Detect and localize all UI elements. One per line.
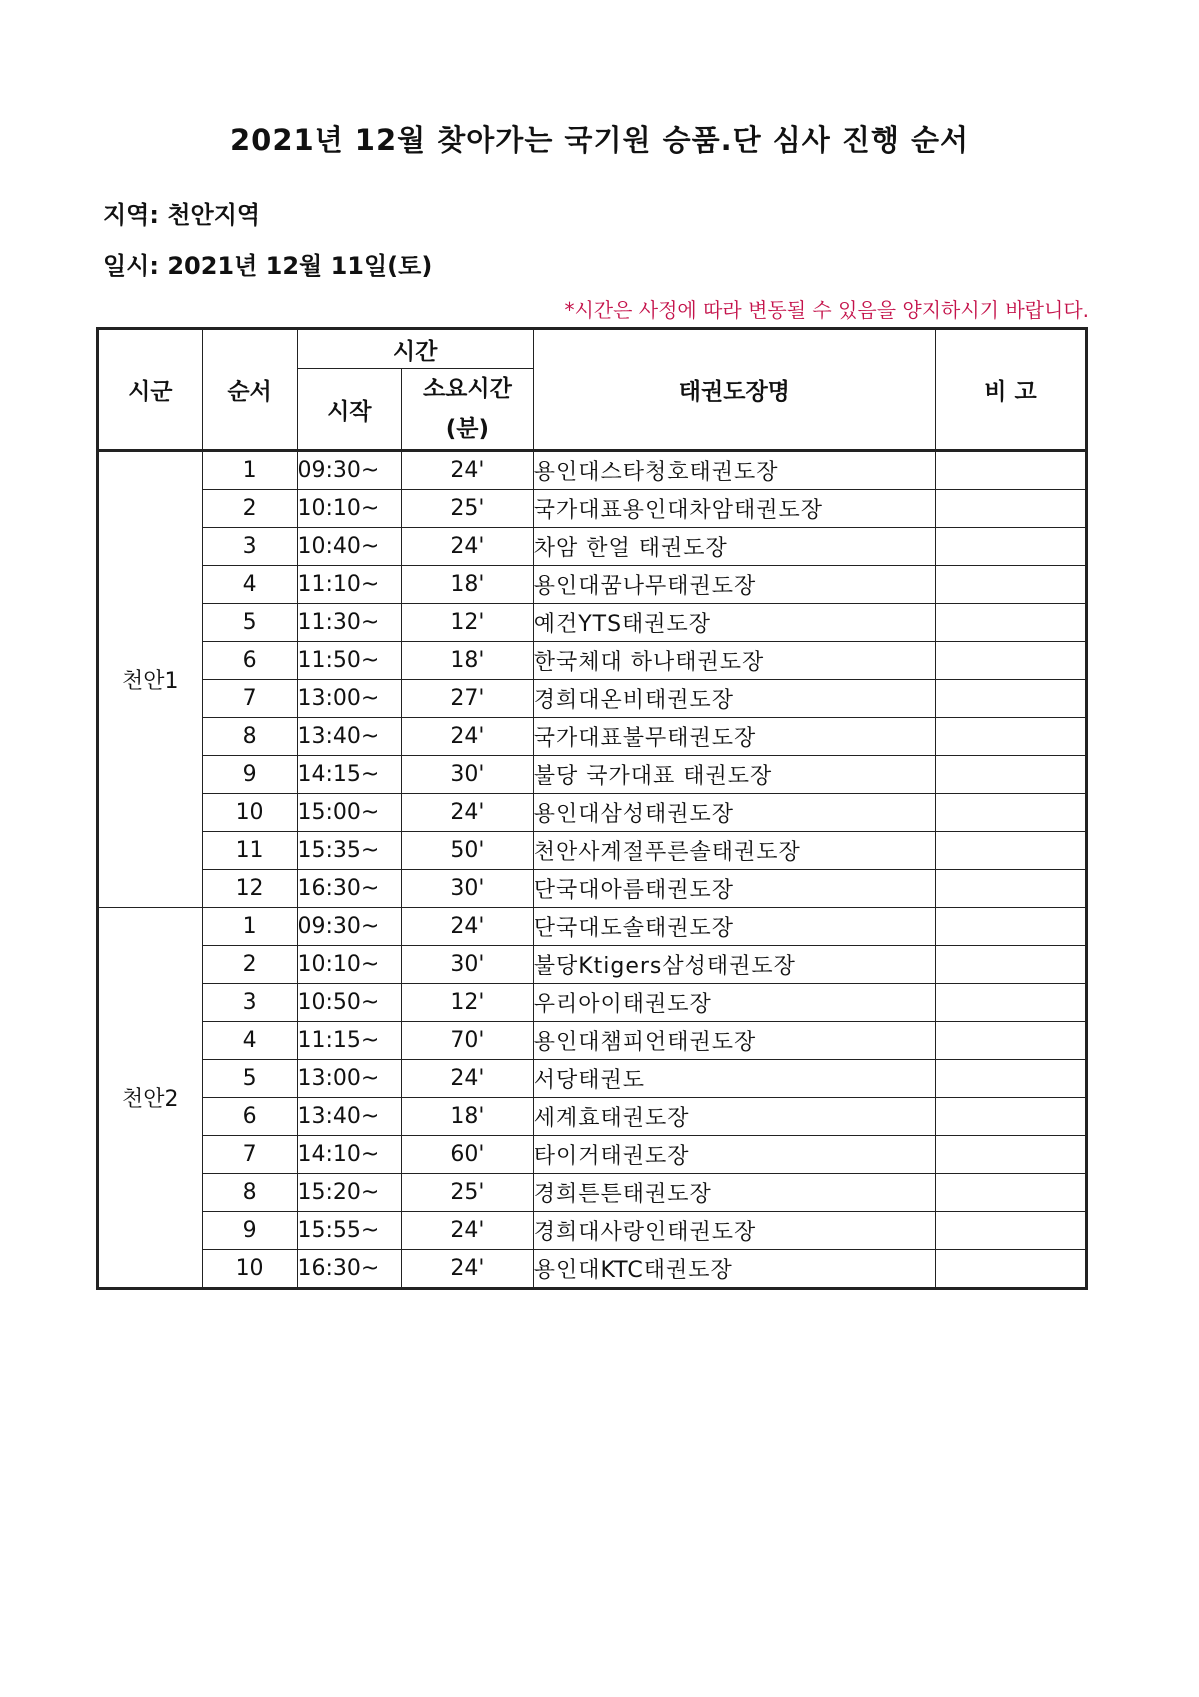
duration-cell: 24' (402, 794, 534, 832)
order-cell: 6 (202, 1098, 297, 1136)
header-duration-line1: 소요시간 (422, 376, 512, 402)
start-time-cell: 16:30~ (297, 870, 402, 908)
start-time-cell: 15:35~ (297, 832, 402, 870)
dojang-name-cell: 타이거태권도장 (533, 1136, 935, 1174)
duration-cell: 12' (402, 604, 534, 642)
duration-cell: 50' (402, 832, 534, 870)
table-row (98, 832, 1087, 870)
start-time-cell: 16:30~ (297, 1250, 402, 1289)
duration-cell: 30' (402, 870, 534, 908)
note-cell (935, 451, 1086, 490)
dojang-name-cell: 단국대아름태권도장 (533, 870, 935, 908)
start-time-cell: 13:40~ (297, 1098, 402, 1136)
dojang-name-cell: 용인대꿈나무태권도장 (533, 566, 935, 604)
note-cell (935, 1022, 1086, 1060)
note-cell (935, 1212, 1086, 1250)
header-group: 시군 (98, 329, 203, 451)
table-row (98, 604, 1087, 642)
header-note: 비 고 (935, 329, 1086, 451)
dojang-name-cell: 불당Ktigers삼성태권도장 (533, 946, 935, 984)
document-title: 2021년 12월 찾아가는 국기원 승품.단 심사 진행 순서 (229, 123, 969, 157)
duration-cell: 24' (402, 1212, 534, 1250)
note-cell (935, 528, 1086, 566)
start-time-cell: 13:40~ (297, 718, 402, 756)
note-cell (935, 946, 1086, 984)
dojang-name-cell: 차암 한얼 태권도장 (533, 528, 935, 566)
order-cell: 7 (202, 1136, 297, 1174)
duration-cell: 24' (402, 1250, 534, 1289)
order-cell: 3 (202, 984, 297, 1022)
dojang-name-cell: 국가대표불무태권도장 (533, 718, 935, 756)
duration-cell: 24' (402, 1060, 534, 1098)
date-line: 일시: 2021년 12월 11일(토) (103, 252, 433, 280)
order-cell: 2 (202, 490, 297, 528)
note-cell (935, 1136, 1086, 1174)
start-time-cell: 13:00~ (297, 680, 402, 718)
note-cell (935, 1174, 1086, 1212)
order-cell: 10 (202, 1250, 297, 1289)
start-time-cell: 13:00~ (297, 1060, 402, 1098)
start-time-cell: 11:15~ (297, 1022, 402, 1060)
order-cell: 1 (202, 908, 297, 946)
table-row (98, 1212, 1087, 1250)
order-cell: 9 (202, 1212, 297, 1250)
header-duration (402, 369, 534, 451)
table-row (98, 680, 1087, 718)
order-cell: 4 (202, 566, 297, 604)
order-cell: 1 (202, 451, 297, 490)
table-row (98, 1174, 1087, 1212)
dojang-name-cell: 국가대표용인대차암태권도장 (533, 490, 935, 528)
order-cell: 5 (202, 604, 297, 642)
start-time-cell: 10:50~ (297, 984, 402, 1022)
dojang-name-cell: 용인대챔피언태권도장 (533, 1022, 935, 1060)
note-cell (935, 680, 1086, 718)
duration-cell: 18' (402, 642, 534, 680)
note-cell (935, 604, 1086, 642)
dojang-name-cell: 용인대삼성태권도장 (533, 794, 935, 832)
table-row (98, 870, 1087, 908)
table-row (98, 718, 1087, 756)
table-row (98, 1098, 1087, 1136)
table-header (98, 329, 1087, 451)
duration-cell: 24' (402, 908, 534, 946)
start-time-cell: 09:30~ (297, 908, 402, 946)
start-time-cell: 09:30~ (297, 451, 402, 490)
notice-text: *시간은 사정에 따라 변동될 수 있음을 양지하시기 바랍니다. (564, 298, 1089, 322)
order-cell: 6 (202, 642, 297, 680)
order-cell: 4 (202, 1022, 297, 1060)
dojang-name-cell: 천안사계절푸른솔태권도장 (533, 832, 935, 870)
table-row (98, 528, 1087, 566)
duration-cell: 30' (402, 946, 534, 984)
start-time-cell: 11:10~ (297, 566, 402, 604)
dojang-name-cell: 경희대온비태권도장 (533, 680, 935, 718)
start-time-cell: 11:50~ (297, 642, 402, 680)
header-start: 시작 (297, 369, 402, 451)
note-cell (935, 718, 1086, 756)
table-row (98, 908, 1087, 946)
dojang-name-cell: 우리아이태권도장 (533, 984, 935, 1022)
dojang-name-cell: 세계효태권도장 (533, 1098, 935, 1136)
dojang-name-cell: 경희튼튼태권도장 (533, 1174, 935, 1212)
table-body (98, 451, 1087, 1289)
duration-cell: 12' (402, 984, 534, 1022)
table-row (98, 1060, 1087, 1098)
dojang-name-cell: 경희대사랑인태권도장 (533, 1212, 935, 1250)
table-row (98, 642, 1087, 680)
table-row (98, 1250, 1087, 1289)
order-cell: 8 (202, 718, 297, 756)
note-cell (935, 984, 1086, 1022)
order-cell: 10 (202, 794, 297, 832)
dojang-name-cell: 용인대스타청호태권도장 (533, 451, 935, 490)
start-time-cell: 15:55~ (297, 1212, 402, 1250)
region-line: 지역: 천안지역 (103, 201, 261, 229)
duration-cell: 24' (402, 718, 534, 756)
header-dojang: 태권도장명 (533, 329, 935, 451)
note-cell (935, 756, 1086, 794)
dojang-name-cell: 용인대KTC태권도장 (533, 1250, 935, 1289)
note-cell (935, 1250, 1086, 1289)
duration-cell: 18' (402, 1098, 534, 1136)
duration-cell: 24' (402, 451, 534, 490)
order-cell: 9 (202, 756, 297, 794)
duration-cell: 70' (402, 1022, 534, 1060)
dojang-name-cell: 서당태권도 (533, 1060, 935, 1098)
start-time-cell: 10:10~ (297, 946, 402, 984)
duration-cell: 24' (402, 528, 534, 566)
header-time: 시간 (297, 329, 533, 369)
note-cell (935, 870, 1086, 908)
schedule-table (96, 327, 1088, 1290)
note-cell (935, 832, 1086, 870)
header-order: 순서 (202, 329, 297, 451)
start-time-cell: 15:20~ (297, 1174, 402, 1212)
duration-cell: 60' (402, 1136, 534, 1174)
table-row (98, 794, 1087, 832)
table-row (98, 946, 1087, 984)
order-cell: 11 (202, 832, 297, 870)
table-row (98, 490, 1087, 528)
note-cell (935, 566, 1086, 604)
table-row (98, 756, 1087, 794)
order-cell: 7 (202, 680, 297, 718)
order-cell: 2 (202, 946, 297, 984)
table-row (98, 1022, 1087, 1060)
duration-cell: 30' (402, 756, 534, 794)
dojang-name-cell: 단국대도솔태권도장 (533, 908, 935, 946)
duration-cell: 27' (402, 680, 534, 718)
order-cell: 5 (202, 1060, 297, 1098)
note-cell (935, 1060, 1086, 1098)
note-cell (935, 908, 1086, 946)
order-cell: 3 (202, 528, 297, 566)
dojang-name-cell: 불당 국가대표 태권도장 (533, 756, 935, 794)
dojang-name-cell: 예건YTS태권도장 (533, 604, 935, 642)
note-cell (935, 794, 1086, 832)
start-time-cell: 10:40~ (297, 528, 402, 566)
table-row (98, 451, 1087, 490)
order-cell: 12 (202, 870, 297, 908)
duration-cell: 25' (402, 490, 534, 528)
table-row (98, 1136, 1087, 1174)
header-duration-line2: (분) (445, 416, 490, 442)
table-row (98, 984, 1087, 1022)
start-time-cell: 14:10~ (297, 1136, 402, 1174)
group-name-cell: 천안2 (98, 908, 203, 1289)
start-time-cell: 10:10~ (297, 490, 402, 528)
group-name-cell: 천안1 (98, 451, 203, 908)
start-time-cell: 11:30~ (297, 604, 402, 642)
note-cell (935, 642, 1086, 680)
note-cell (935, 490, 1086, 528)
note-cell (935, 1098, 1086, 1136)
duration-cell: 25' (402, 1174, 534, 1212)
dojang-name-cell: 한국체대 하나태권도장 (533, 642, 935, 680)
duration-cell: 18' (402, 566, 534, 604)
order-cell: 8 (202, 1174, 297, 1212)
start-time-cell: 14:15~ (297, 756, 402, 794)
start-time-cell: 15:00~ (297, 794, 402, 832)
table-row (98, 566, 1087, 604)
